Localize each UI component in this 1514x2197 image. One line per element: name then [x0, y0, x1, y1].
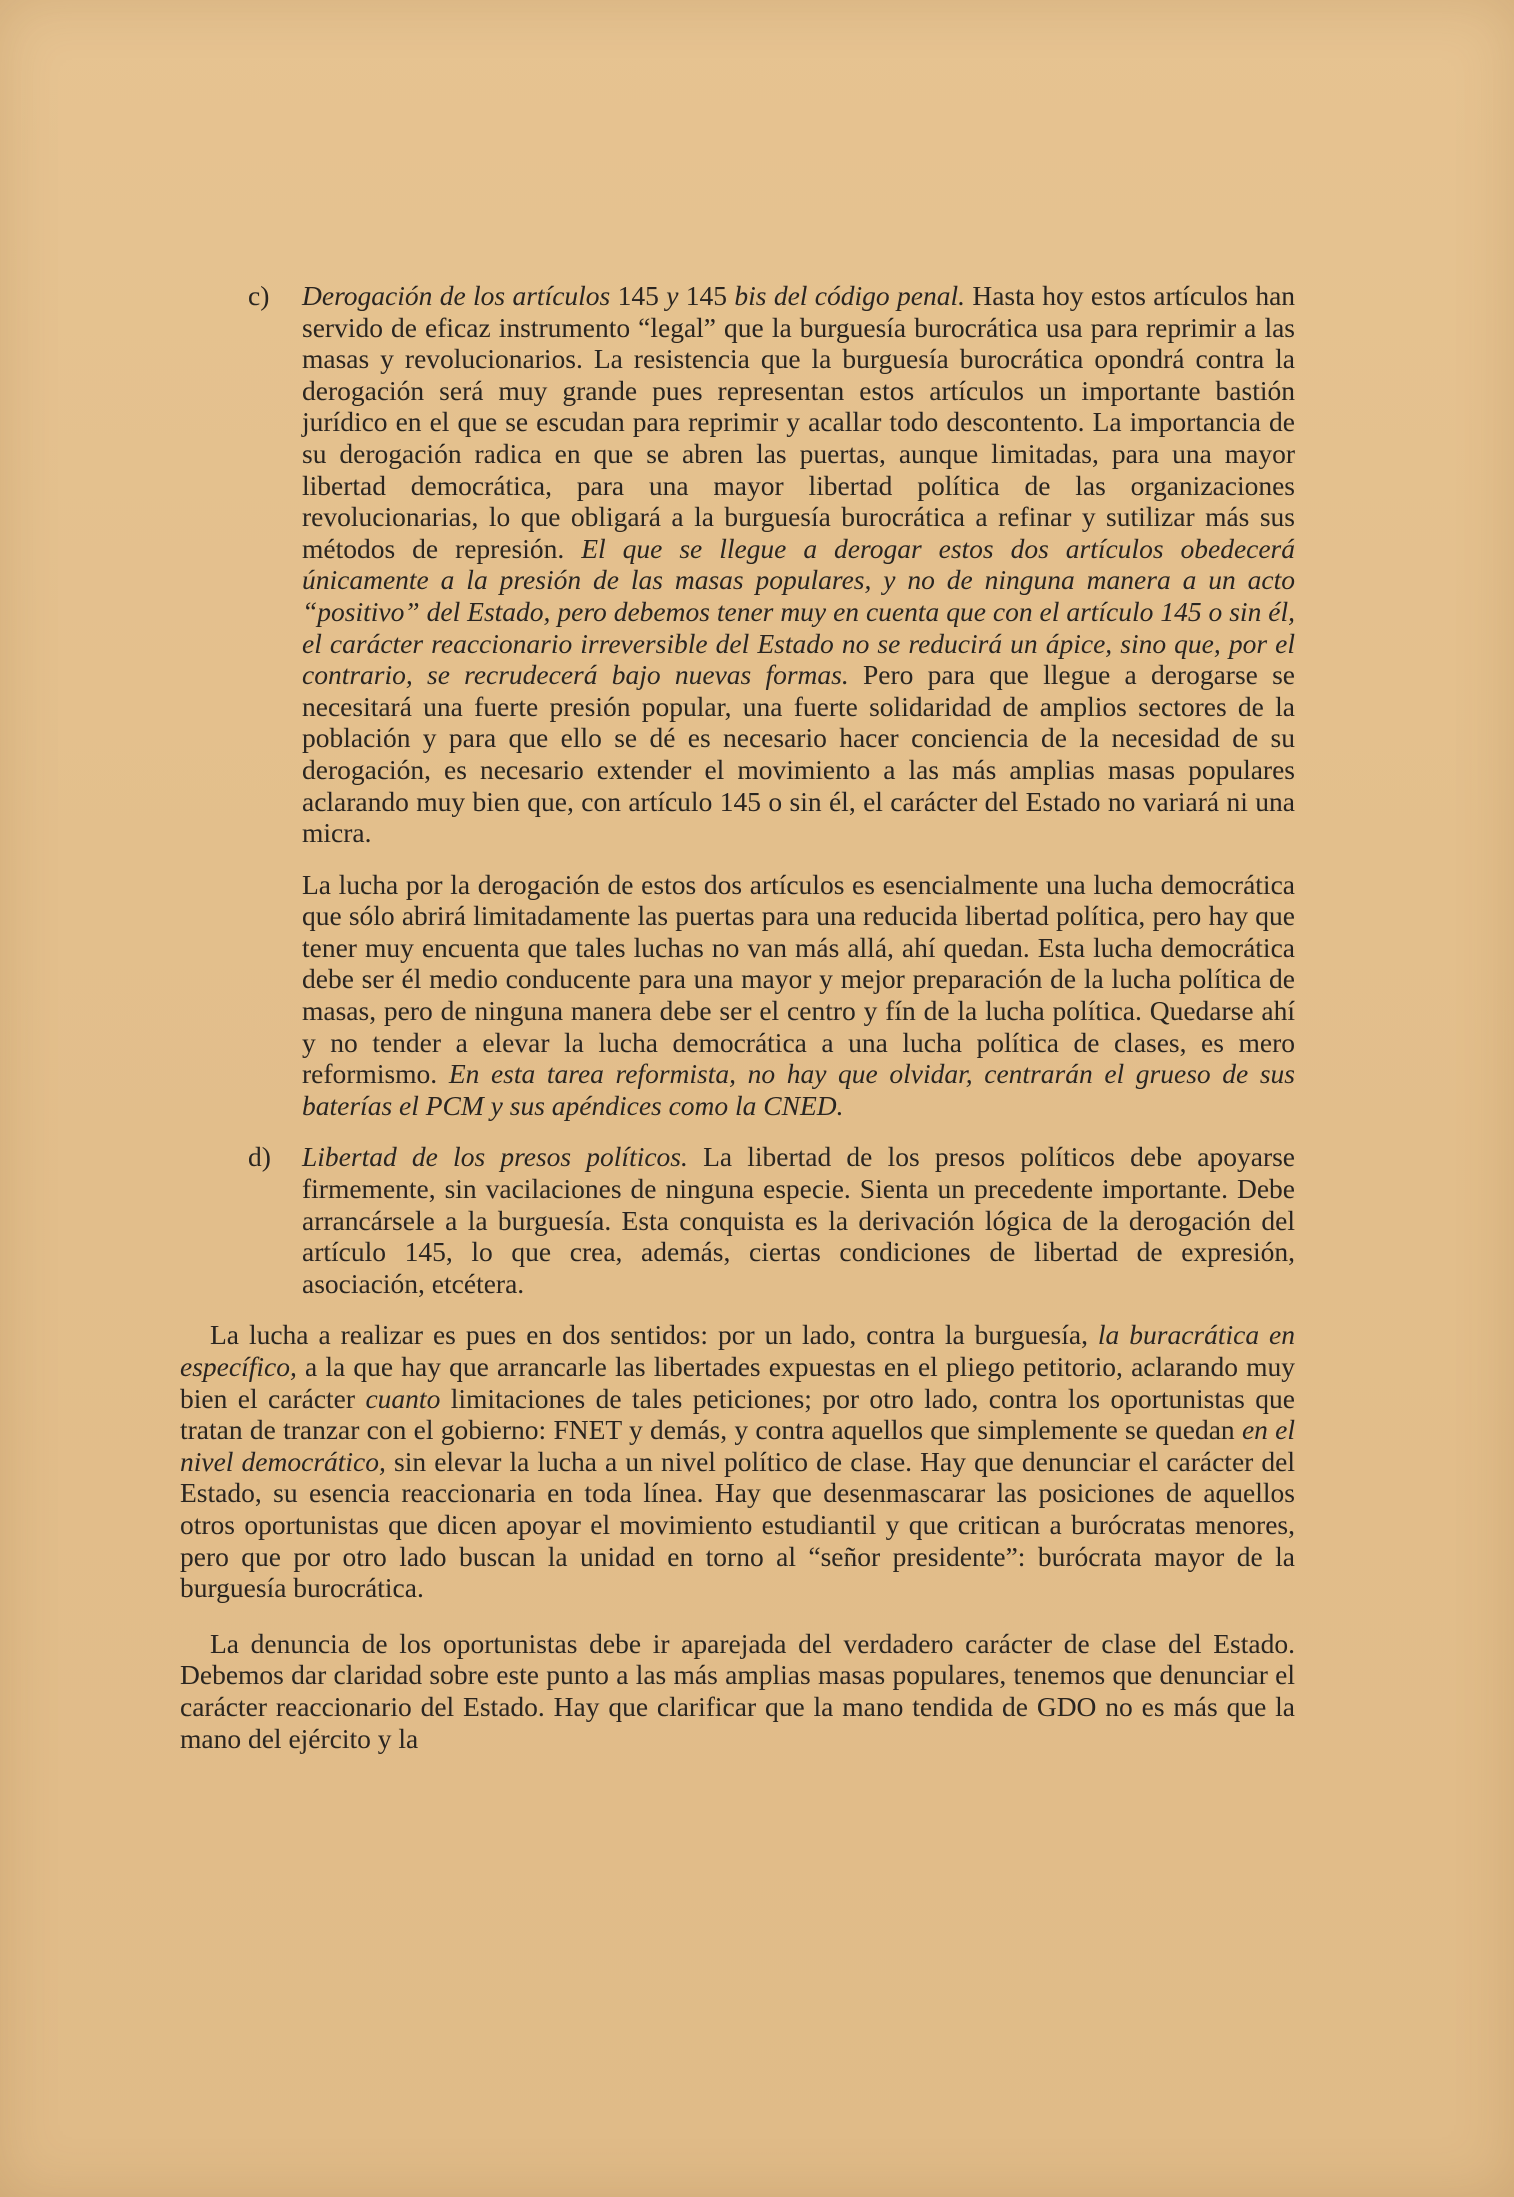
text-run: La denuncia de los oportunistas debe ir aparejada del verdadero carácter de clase del Estado. Debemos dar claridad sobre este punto a las más amplias masas populares, tenemos que denunciar el carácter reaccionario del Estado. Hay que clarificar que la mano tendida de GDO no es más que la mano del ejército y la [180, 1627, 1295, 1754]
paragraph-lucha [180, 869, 1295, 1122]
paragraph-text: La libertad de los presos políticos debe apoyarse firmemente, sin vacilaciones de ninguna especie. Sienta un precedente importante. Debe arrancársele a la burguesía. Esta conquista es la derivación lógica de la derogación del artículo 145, lo que crea, además, ciertas condiciones de libertad de expresión, asociación, etcétera. [302, 1141, 1296, 1299]
italic-run: en el nivel democrático, [180, 1414, 1296, 1477]
paragraph-sentidos [180, 1319, 1295, 1603]
italic-run: cuanto [365, 1382, 441, 1414]
italic-passage: En esta tarea reformista, no hay que olvidar, centrarán el grueso de sus baterías el PCM y sus apéndices como la CNED. [302, 1058, 1295, 1121]
item-title-rest: bis del código penal. [734, 280, 965, 311]
list-item-d [180, 1141, 1295, 1299]
item-marker: c) [248, 280, 270, 311]
paragraph-text: La lucha por la derogación de estos dos artículos es esencialmente una lucha democrática que sólo abrirá limitadamente las puertas para una reducida libertad política, pero hay que tener muy encuenta que tales luchas no van más allá, ahí quedan. Esta lucha democrática debe ser él medio conducente para una mayor y mejor preparación de la lucha política de masas, pero de ninguna manera debe ser el centro y fín de la lucha política. Quedarse ahí y no tender a elevar la lucha democrática a una lucha política de clases, es mero reformismo. [302, 868, 1295, 1090]
article-number-2: 145 [685, 280, 728, 311]
italic-passage: El que se llegue a derogar estos dos artículos obedecerá únicamente a la presión de las masas populares, y no de ninguna manera a un acto “positivo” del Estado, pero debemos tener muy en cuenta que con el artículo 145 o sin él, el carácter reaccionario irreversible del Estado no se reducirá un ápice, sino que, por el contrario, se recrudecerá bajo nuevas formas. [302, 532, 1296, 691]
text-run: a la que hay que arrancarle las libertades expuestas en el pliego petitorio, aclarando muy bien el carácter [180, 1351, 1296, 1414]
text-run: limitaciones de tales peticiones; por otro lado, contra los oportunistas que tratan de tranzar con el gobierno: FNET y demás, y contra aquellos que simplemente se quedan [180, 1382, 1296, 1446]
text-run: sin elevar la lucha a un nivel político de clase. Hay que denunciar el carácter del Estado, su esencia reaccionaria en toda línea. Hay que desenmascarar las posiciones de aquellos otros oportunistas que dicen apoyar el movimiento estudiantil y que critican a burócratas menores, pero que por otro lado buscan la unidad en torno al “señor presidente”: burócrata mayor de la burguesía burocrática. [180, 1445, 1296, 1604]
article-number: 145 [617, 280, 659, 311]
document-body [180, 280, 1295, 1754]
item-title: Libertad de los presos políticos. [302, 1141, 688, 1173]
paragraph [302, 280, 1295, 849]
item-marker: d) [248, 1141, 271, 1173]
list-item-c [180, 280, 1295, 849]
italic-run: la buracrática en específico, [180, 1319, 1295, 1382]
paragraph-text-2: Pero para que llegue a derogarse se necesitará una fuerte presión popular, una fuerte solidaridad de amplios sectores de la población y para que ello se dé es necesario hacer conciencia de la necesidad de su derogación, es necesario extender el movimiento a las más amplias masas populares aclarando muy bien que, con artículo 145 o sin él, el carácter del Estado no variará ni una micra. [302, 659, 1296, 849]
text-run: La lucha a realizar es pues en dos sentidos: por un lado, contra la burguesía, [210, 1319, 1088, 1351]
paragraph-text: Hasta hoy estos artículos han servido de eficaz instrumento “legal” que la burguesía burocrática usa para reprimir a las masas y revolucionarios. La resistencia que la burguesía burocrática opondrá contra la derogación será muy grande pues representan estos artículos un importante bastión jurídico en el que se escudan para reprimir y acallar todo descontento. La importancia de su derogación radica en que se abren las puertas, aunque limitadas, para una mayor libertad democrática, para una mayor libertad política de las organizaciones revolucionarias, lo que obligará a la burguesía burocrática a refinar y sutilizar más sus métodos de represión. [302, 280, 1296, 564]
item-title-conj: y [666, 280, 679, 311]
paragraph-denuncia [180, 1628, 1295, 1754]
item-title: Derogación de los artículos [302, 280, 611, 311]
